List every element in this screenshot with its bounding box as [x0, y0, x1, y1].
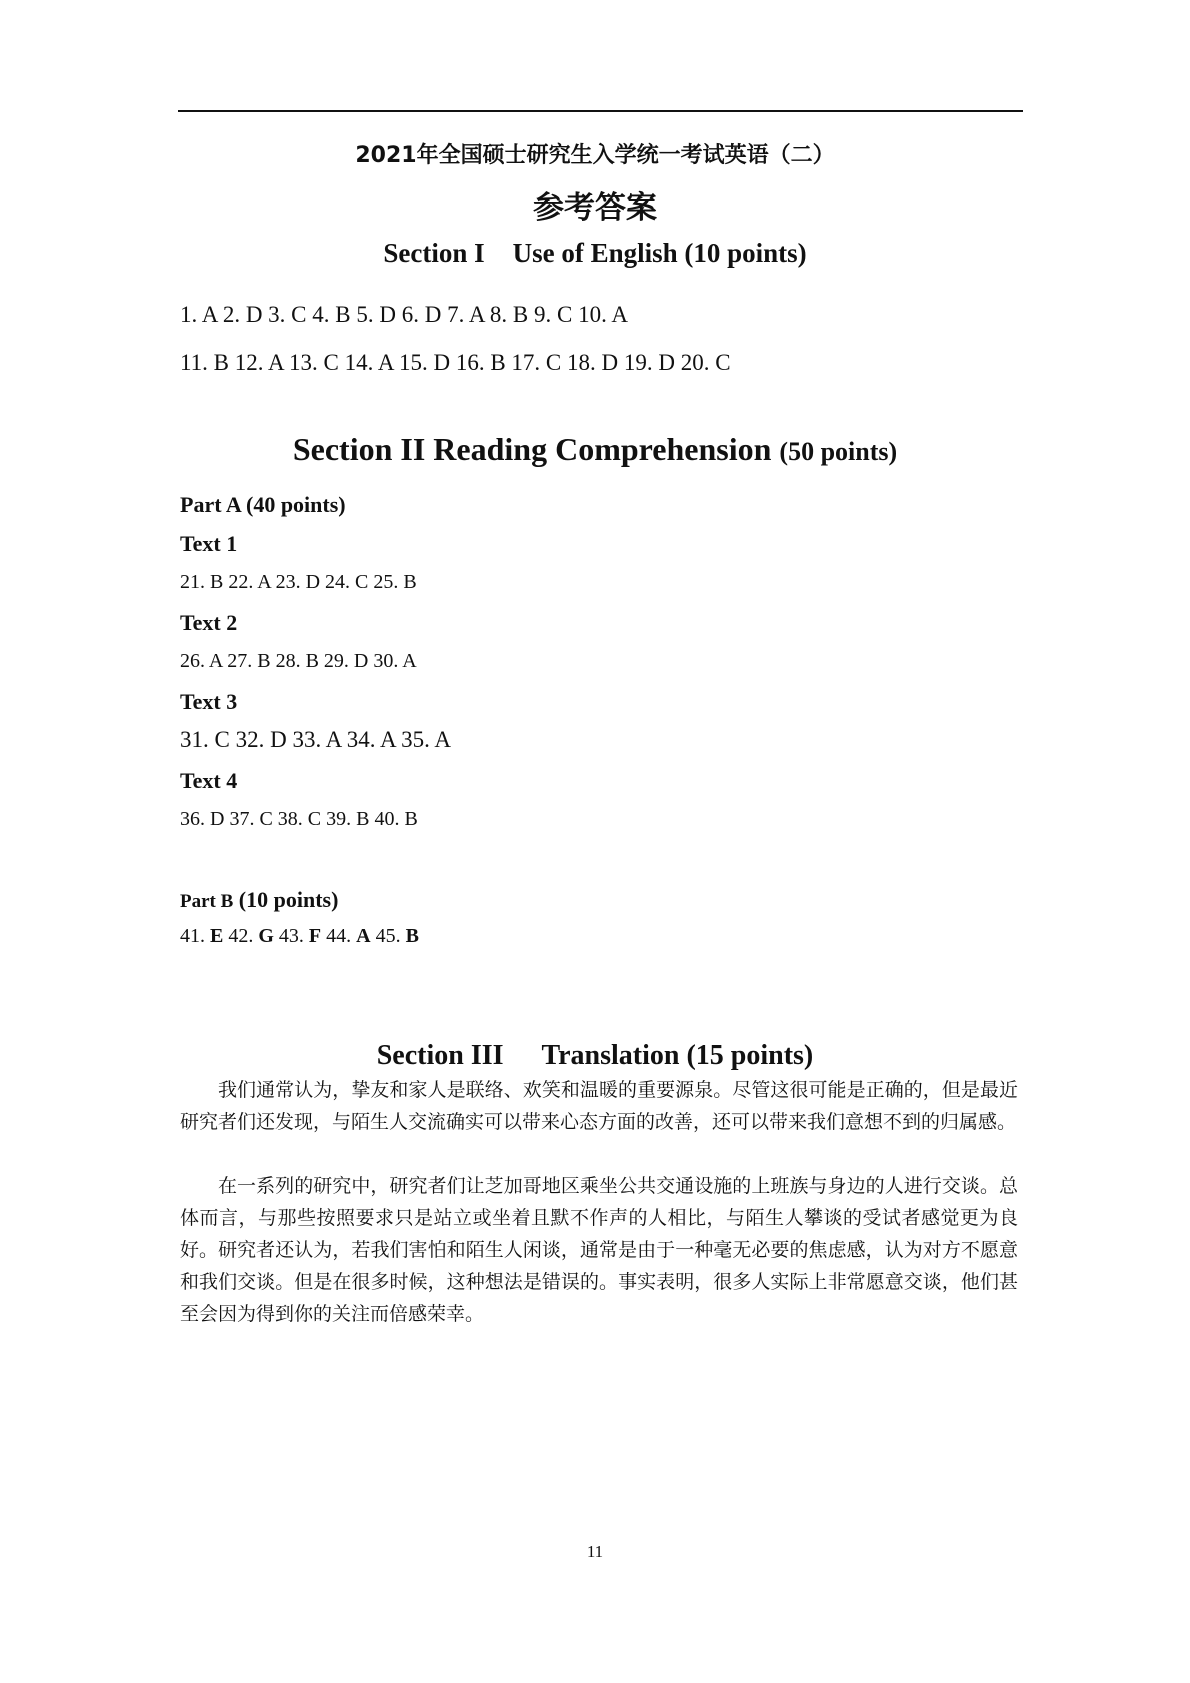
part-b-num: 43.	[278, 925, 304, 947]
section1-answers-line1: 1. A 2. D 3. C 4. B 5. D 6. D 7. A 8. B 9. C 10. A	[180, 302, 628, 327]
document-title: 参考答案	[533, 190, 657, 226]
section2-heading	[0, 431, 1190, 468]
text3-heading: Text 3	[180, 689, 238, 714]
section1-answers-line2: 11. B 12. A 13. C 14. A 15. D 16. B 17. C 18. D 19. D 20. C	[180, 350, 731, 375]
text2-heading: Text 2	[180, 610, 238, 635]
translation-paragraph-1: 我们通常认为，挚友和家人是联络、欢笑和温暖的重要源泉。尽管这很可能是正确的，但是最近研究者们还发现，与陌生人交流确实可以带来心态方面的改善，还可以带来我们意想不到的归属感。	[180, 1079, 1018, 1133]
part-a-heading: Part A (40 points)	[180, 492, 346, 517]
section3-name: Translation (15 points)	[541, 1040, 814, 1071]
translation-paragraph-2: 在一系列的研究中，研究者们让芝加哥地区乘坐公共交通设施的上班族与身边的人进行交谈。总体而言，与那些按照要求只是站立或坐着且默不作声的人相比，与陌生人攀谈的受试者感觉更为良好。研究者还认为，若我们害怕和陌生人闲谈，通常是由于一种毫无必要的焦虑感，认为对方不愿意和我们交谈。但是在很多时候，这种想法是错误的。事实表明，很多人实际上非常愿意交谈，他们甚至会因为得到你的关注而倍感荣幸。	[180, 1175, 1018, 1325]
part-b-num: 42.	[228, 925, 254, 947]
part-b-heading	[180, 887, 338, 913]
text1-heading: Text 1	[180, 531, 238, 556]
page-number: 11	[586, 1542, 604, 1561]
section2-points: (50 points)	[779, 437, 898, 466]
header-rule	[178, 110, 1023, 112]
part-b-points: (10 points)	[238, 887, 339, 912]
part-b-answer: B	[405, 925, 419, 947]
section1-name: Use of English (10 points)	[512, 238, 807, 268]
exam-title: 2021年全国硕士研究生入学统一考试英语（二）	[355, 143, 835, 168]
section1-heading	[0, 238, 1190, 269]
text1-answers: 21. B 22. A 23. D 24. C 25. B	[180, 571, 417, 593]
part-b-answers	[180, 925, 419, 948]
part-b-num: 44.	[326, 925, 352, 947]
text3-answers: 31. C 32. D 33. A 34. A 35. A	[180, 727, 451, 752]
text2-answers: 26. A 27. B 28. B 29. D 30. A	[180, 650, 417, 672]
text4-heading: Text 4	[180, 768, 238, 793]
section1-label: Section I	[383, 238, 485, 268]
part-b-answer: G	[258, 925, 274, 947]
section3-heading	[0, 1040, 1190, 1072]
part-b-num: 45.	[375, 925, 401, 947]
part-b-answer: A	[356, 925, 371, 947]
part-b-answer: E	[210, 925, 224, 947]
part-b-answer: F	[308, 925, 322, 947]
section3-label: Section III	[376, 1040, 504, 1071]
part-b-num: 41.	[180, 925, 205, 947]
section2-title: Section II Reading Comprehension	[292, 431, 772, 467]
part-b-label: Part B	[180, 891, 234, 912]
text4-answers: 36. D 37. C 38. C 39. B 40. B	[180, 808, 418, 830]
